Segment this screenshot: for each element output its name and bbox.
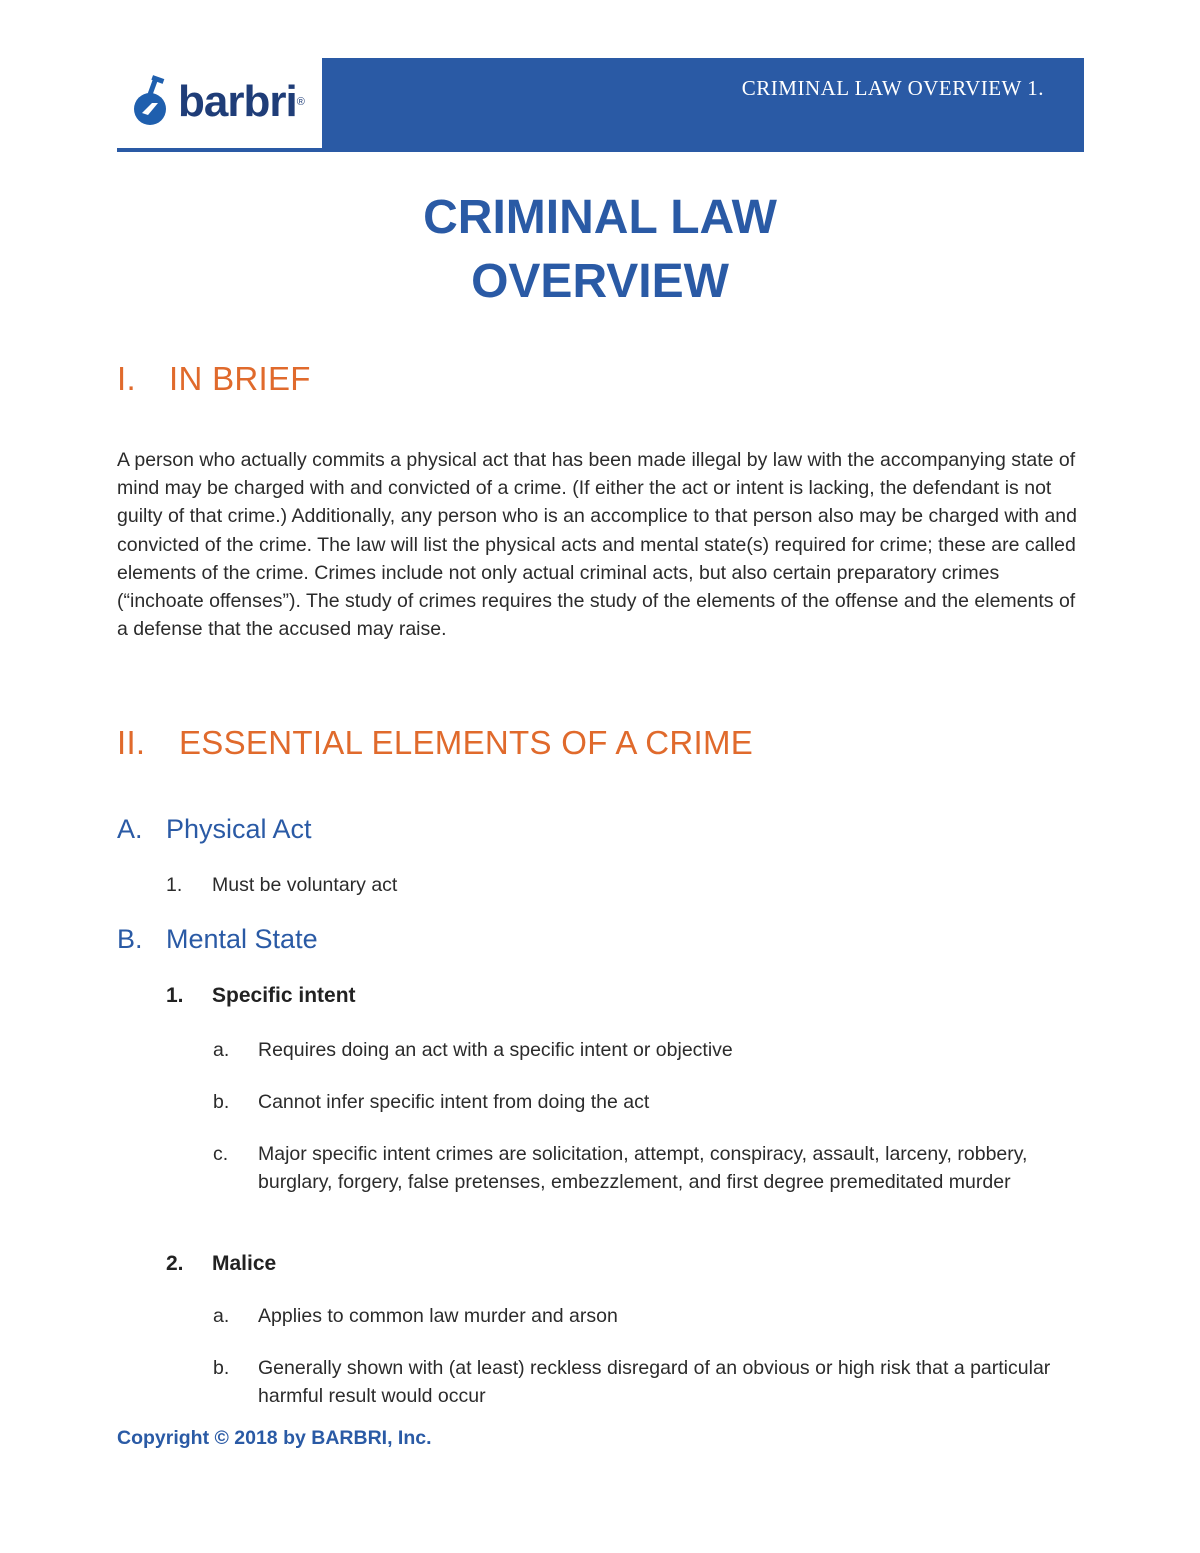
barbri-logo-icon (130, 73, 174, 131)
list-item (213, 1354, 1085, 1410)
subheading-mental-state (117, 924, 318, 955)
list-item (213, 1036, 1085, 1064)
logo-wordmark: barbri (178, 77, 297, 126)
point-title: Specific intent (212, 984, 356, 1007)
point-title: Malice (212, 1252, 277, 1275)
list-item-text: Generally shown with (at least) reckless disregard of an obvious or high risk that a particular harmful result would occur (258, 1357, 1051, 1407)
subheading-letter: A. (117, 814, 143, 844)
document-title-line1: CRIMINAL LAW (423, 191, 777, 244)
list-marker: 2. (166, 1252, 184, 1275)
logo-trademark: ® (296, 96, 305, 108)
list-item-text: Requires doing an act with a specific intent or objective (258, 1039, 733, 1061)
list-item (213, 1140, 1085, 1196)
list-marker: 1. (166, 874, 183, 896)
in-brief-paragraph: A person who actually commits a physical act that has been made illegal by law with the accompanying state of mind may be charged with and convicted of a crime. (If either the act or intent is lacking, the defendant is not guilty of that crime.) Additionally, any person who is an accomplice to that person also may be charged with and convicted of the crime. The law will list the physical acts and mental state(s) required for crime; these are called elements of the crime. Crimes include not only actual criminal acts, but also certain preparatory crimes (“inchoate offenses”). The study of crimes requires the study of the elements of the offense and the elements of a defense that the accused may raise. (117, 449, 1077, 641)
subheading-physical-act (117, 814, 312, 845)
list-marker: 1. (166, 984, 184, 1007)
document-title (0, 186, 1200, 314)
barbri-logo (130, 72, 305, 132)
section-number: II. (117, 724, 146, 761)
document-title-line2: OVERVIEW (471, 255, 729, 308)
list-item (213, 1302, 1085, 1330)
header-rule (117, 148, 1084, 152)
list-marker: a. (213, 1305, 230, 1327)
point-heading-malice (166, 1250, 1066, 1278)
list-item (213, 1088, 1085, 1116)
list-item-text: Applies to common law murder and arson (258, 1305, 618, 1327)
running-header-title: CRIMINAL LAW OVERVIEW 1. (741, 76, 1044, 100)
section-number: I. (117, 360, 136, 397)
point-heading-specific-intent (166, 982, 1066, 1010)
subheading-title: Mental State (166, 924, 318, 954)
list-marker: c. (213, 1143, 229, 1165)
list-item-text: Cannot infer specific intent from doing the act (258, 1091, 650, 1113)
subheading-title: Physical Act (166, 814, 312, 844)
section-heading-in-brief (117, 360, 311, 398)
section-title: ESSENTIAL ELEMENTS OF A CRIME (179, 724, 754, 761)
list-marker: b. (213, 1357, 230, 1379)
list-marker: b. (213, 1091, 230, 1113)
list-item-text: Major specific intent crimes are solicitation, attempt, conspiracy, assault, larceny, robbery, burglary, forgery, false pretenses, embezzlement, and first degree premeditated murder (258, 1143, 1028, 1193)
header-band (322, 58, 1084, 150)
subheading-letter: B. (117, 924, 143, 954)
list-item-text: Must be voluntary act (212, 874, 398, 896)
section-heading-essential-elements (117, 724, 753, 762)
copyright-footer: Copyright © 2018 by BARBRI, Inc. (117, 1427, 432, 1449)
list-marker: a. (213, 1039, 230, 1061)
section-title: IN BRIEF (169, 360, 311, 397)
list-item (166, 871, 1066, 899)
